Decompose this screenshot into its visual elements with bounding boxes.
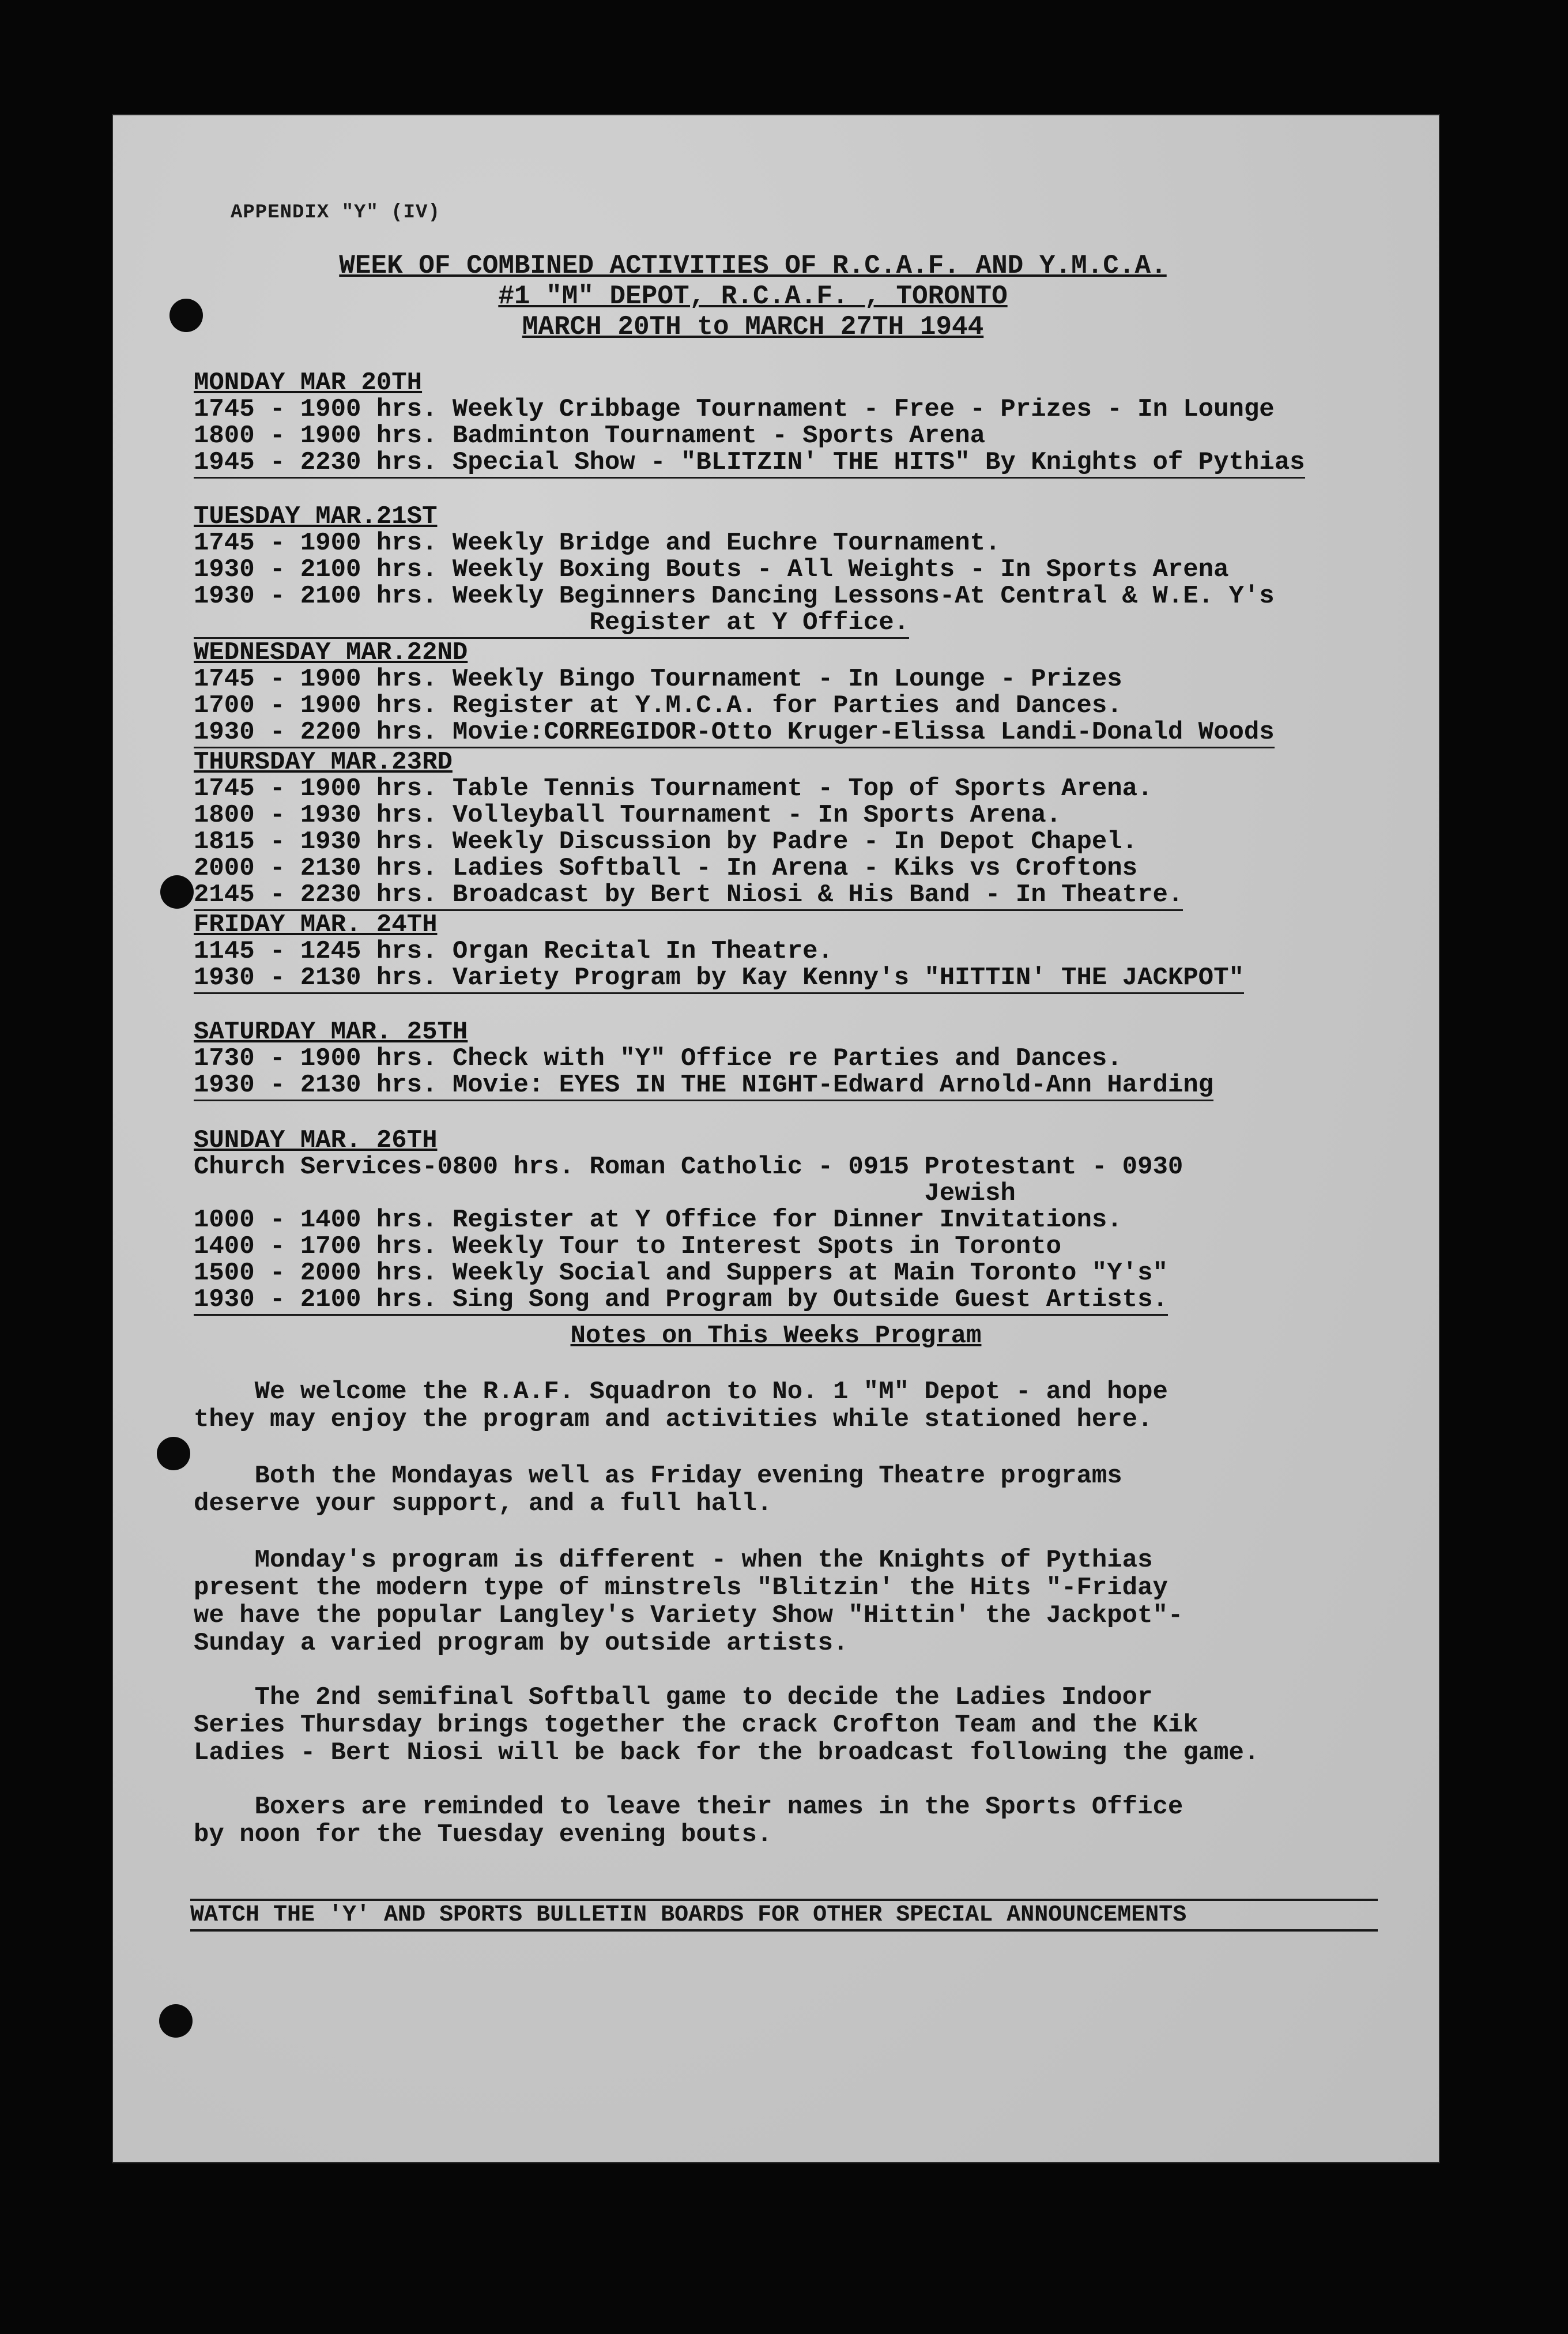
- day-heading-tuesday: TUESDAY MAR.21ST: [194, 502, 438, 531]
- footer-announcement: WATCH THE 'Y' AND SPORTS BULLETIN BOARDS FOR OTHER SPECIAL ANNOUNCEMENTS: [190, 1899, 1378, 1932]
- schedule-item: 1745 - 1900 hrs. Weekly Bingo Tournament - In Lounge - Prizes: [194, 665, 1122, 694]
- schedule-item: 1145 - 1245 hrs. Organ Recital In Theatre.: [194, 937, 833, 966]
- day-heading-monday: MONDAY MAR 20TH: [194, 368, 423, 397]
- punch-hole: [169, 299, 203, 332]
- day-heading-thursday: THURSDAY MAR.23RD: [194, 748, 453, 777]
- punch-hole: [157, 1437, 190, 1470]
- heading-dates: MARCH 20TH to MARCH 27TH 1944: [522, 312, 984, 342]
- schedule-item: 2000 - 2130 hrs. Ladies Softball - In Arena - Kiks vs Croftons: [194, 854, 1138, 883]
- schedule-item: 1800 - 1930 hrs. Volleyball Tournament - In Sports Arena.: [194, 801, 1062, 830]
- schedule-item: 1400 - 1700 hrs. Weekly Tour to Interest Spots in Toronto: [194, 1232, 1062, 1261]
- schedule-item: 1930 - 2200 hrs. Movie:CORREGIDOR-Otto Kruger-Elissa Landi-Donald Woods: [194, 718, 1275, 748]
- schedule-item: 1700 - 1900 hrs. Register at Y.M.C.A. for Parties and Dances.: [194, 691, 1122, 720]
- notes-paragraph: We welcome the R.A.F. Squadron to No. 1 "M" Depot - and hope they may enjoy the program and activities while stationed here.: [194, 1377, 1168, 1434]
- schedule-item: 1815 - 1930 hrs. Weekly Discussion by Padre - In Depot Chapel.: [194, 827, 1138, 856]
- document-heading: [321, 251, 1185, 342]
- day-heading-saturday: SATURDAY MAR. 25TH: [194, 1018, 468, 1046]
- schedule-item: 1930 - 2100 hrs. Weekly Beginners Dancing Lessons-At Central & W.E. Y's: [194, 582, 1275, 611]
- notes-title: Notes on This Weeks Program: [570, 1322, 982, 1350]
- punch-hole: [160, 875, 194, 909]
- schedule-item: 1930 - 2130 hrs. Variety Program by Kay Kenny's "HITTIN' THE JACKPOT": [194, 964, 1244, 994]
- schedule-item: Register at Y Office.: [194, 609, 909, 639]
- schedule-item: 2145 - 2230 hrs. Broadcast by Bert Niosi & His Band - In Theatre.: [194, 881, 1183, 911]
- schedule-item: 1730 - 1900 hrs. Check with "Y" Office re Parties and Dances.: [194, 1044, 1122, 1073]
- notes-paragraph: Boxers are reminded to leave their names in the Sports Office by noon for the Tuesday evening bouts.: [194, 1793, 1183, 1849]
- schedule-item: Jewish: [194, 1179, 1016, 1208]
- day-heading-friday: FRIDAY MAR. 24TH: [194, 910, 438, 939]
- document-page: [113, 115, 1439, 2162]
- schedule-item: 1745 - 1900 hrs. Weekly Cribbage Tournament - Free - Prizes - In Lounge: [194, 395, 1275, 424]
- schedule-item: 1945 - 2230 hrs. Special Show - "BLITZIN' THE HITS" By Knights of Pythias: [194, 449, 1305, 479]
- heading-depot: #1 "M" DEPOT, R.C.A.F. , TORONTO: [498, 281, 1008, 311]
- schedule-item: 1745 - 1900 hrs. Weekly Bridge and Euchre Tournament.: [194, 529, 1001, 558]
- schedule-item: 1930 - 2100 hrs. Sing Song and Program by Outside Guest Artists.: [194, 1286, 1168, 1316]
- schedule-item: 1745 - 1900 hrs. Table Tennis Tournament - Top of Sports Arena.: [194, 774, 1153, 803]
- day-heading-sunday: SUNDAY MAR. 26TH: [194, 1126, 438, 1155]
- schedule-item: Church Services-0800 hrs. Roman Catholic - 0915 Protestant - 0930: [194, 1153, 1183, 1181]
- schedule-item: 1500 - 2000 hrs. Weekly Social and Suppers at Main Toronto "Y's": [194, 1259, 1168, 1288]
- schedule-item: 1930 - 2130 hrs. Movie: EYES IN THE NIGHT-Edward Arnold-Ann Harding: [194, 1071, 1213, 1101]
- heading-title: WEEK OF COMBINED ACTIVITIES OF R.C.A.F. AND Y.M.C.A.: [339, 251, 1167, 281]
- schedule-item: 1800 - 1900 hrs. Badminton Tournament - Sports Arena: [194, 421, 986, 450]
- schedule-item: 1930 - 2100 hrs. Weekly Boxing Bouts - All Weights - In Sports Arena: [194, 555, 1229, 584]
- appendix-label: APPENDIX "Y" (IV): [231, 202, 440, 224]
- schedule-item: 1000 - 1400 hrs. Register at Y Office for Dinner Invitations.: [194, 1206, 1122, 1234]
- punch-hole: [159, 2004, 193, 2038]
- day-heading-wednesday: WEDNESDAY MAR.22ND: [194, 638, 468, 667]
- notes-paragraph: The 2nd semifinal Softball game to decide the Ladies Indoor Series Thursday brings together the crack Crofton Team and the Kik Ladies - Bert Niosi will be back for the broadcast following the game.: [194, 1683, 1260, 1767]
- notes-paragraph: Both the Mondayas well as Friday evening Theatre programs deserve your support, and a full hall.: [194, 1462, 1122, 1518]
- notes-paragraph: Monday's program is different - when the Knights of Pythias present the modern type of minstrels "Blitzin' the Hits "-Friday we have the popular Langley's Variety Show "Hittin' the Jackpot"- Sunday a varied program by outside artists.: [194, 1546, 1183, 1658]
